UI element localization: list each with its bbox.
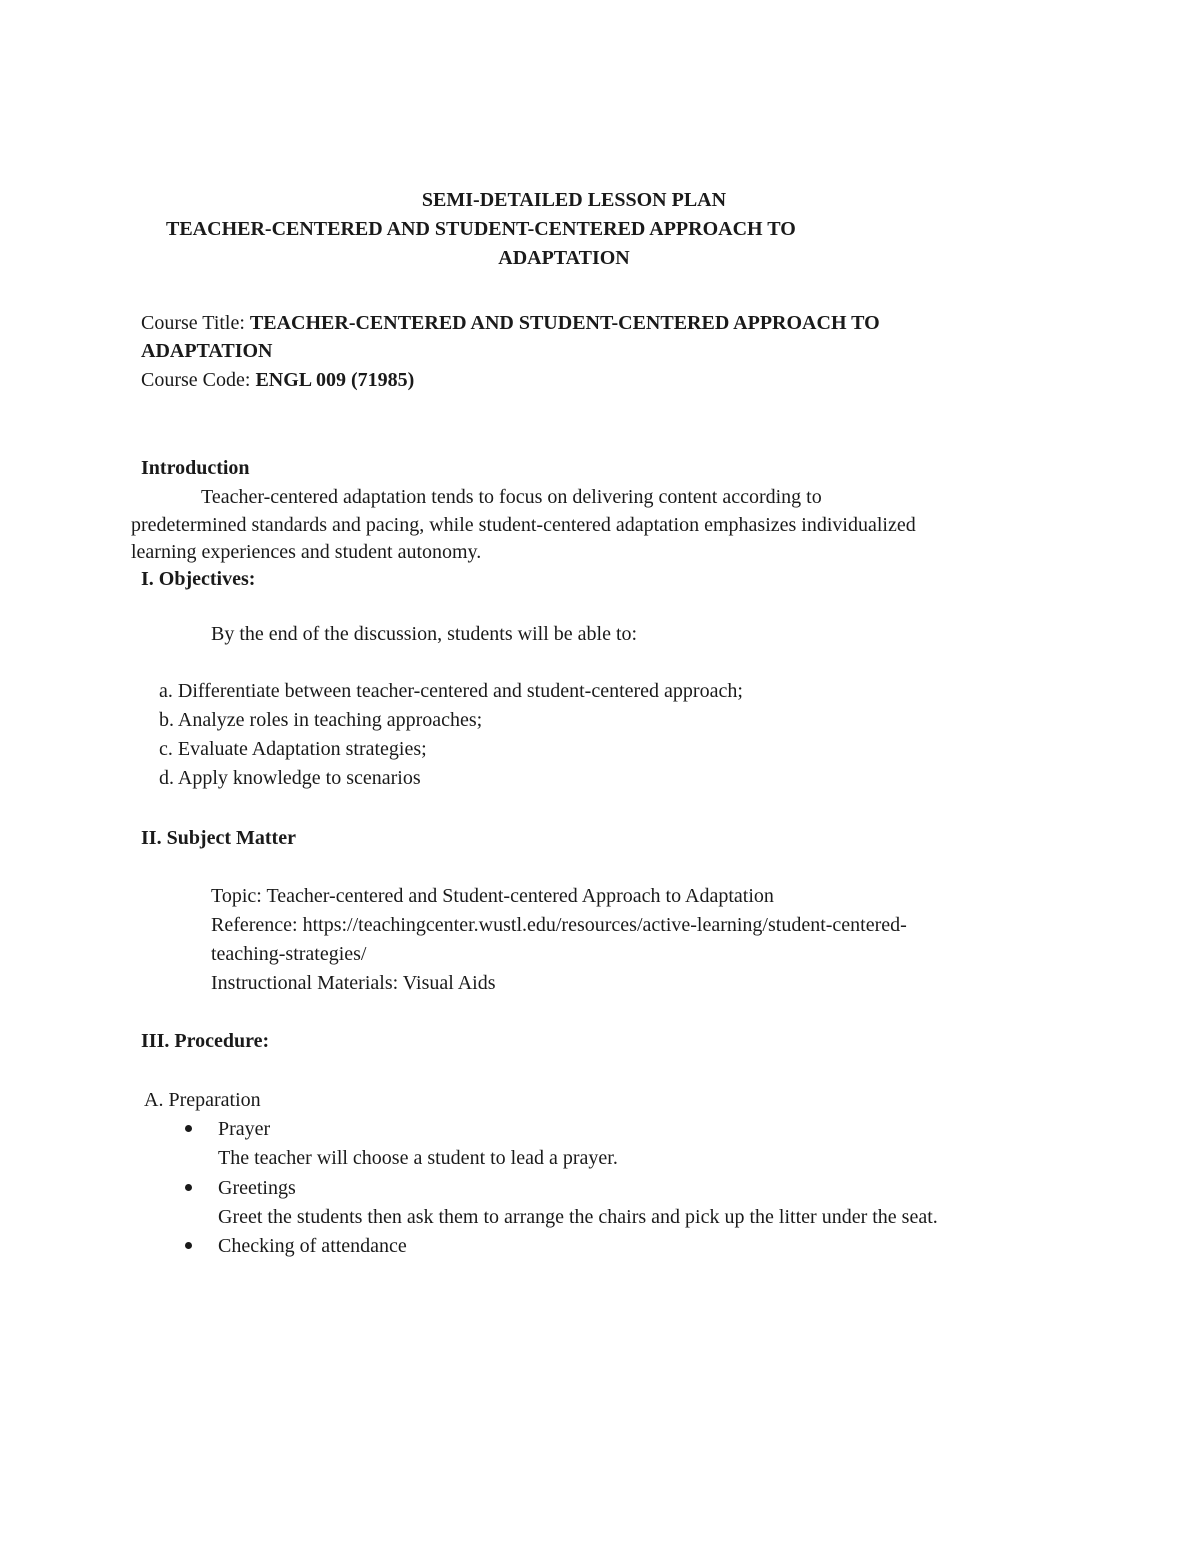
procedure-section-a: A. Preparation bbox=[144, 1089, 261, 1111]
course-title-label: Course Title: bbox=[141, 312, 250, 334]
procedure-bullet-title: Prayer bbox=[218, 1118, 271, 1140]
introduction-line1: Teacher-centered adaptation tends to focus on delivering content according to bbox=[201, 486, 822, 508]
procedure-bullet-detail: Greet the students then ask them to arrange the chairs and pick up the litter under the seat. bbox=[218, 1206, 938, 1228]
objective-item: d. Apply knowledge to scenarios bbox=[159, 767, 421, 789]
procedure-bullet-title: Greetings bbox=[218, 1177, 296, 1199]
procedure-bullet-detail: The teacher will choose a student to lead a prayer. bbox=[218, 1147, 618, 1169]
subject-reference-line1: Reference: https://teachingcenter.wustl.edu/resources/active-learning/student-centered- bbox=[211, 914, 907, 936]
course-code-value: ENGL 009 (71985) bbox=[255, 369, 415, 391]
objective-item: b. Analyze roles in teaching approaches; bbox=[159, 709, 483, 731]
course-title-row bbox=[141, 309, 880, 338]
objective-item: a. Differentiate between teacher-centered and student-centered approach; bbox=[159, 680, 743, 702]
bullet-icon bbox=[185, 1125, 192, 1132]
bullet-icon bbox=[185, 1184, 192, 1191]
course-code-label: Course Code: bbox=[141, 369, 256, 391]
subject-matter-heading: II. Subject Matter bbox=[141, 827, 296, 849]
introduction-line3: learning experiences and student autonomy. bbox=[131, 541, 482, 563]
bullet-icon bbox=[185, 1242, 192, 1249]
document-subtitle-line1: TEACHER-CENTERED AND STUDENT-CENTERED APPROACH TO bbox=[166, 218, 796, 240]
introduction-heading: Introduction bbox=[141, 457, 250, 479]
document-title: SEMI-DETAILED LESSON PLAN bbox=[421, 189, 727, 211]
document-subtitle-line2: ADAPTATION bbox=[498, 247, 630, 269]
subject-reference-line2: teaching-strategies/ bbox=[211, 943, 367, 965]
subject-topic: Topic: Teacher-centered and Student-centered Approach to Adaptation bbox=[211, 885, 774, 907]
subject-materials: Instructional Materials: Visual Aids bbox=[211, 972, 496, 994]
objective-item: c. Evaluate Adaptation strategies; bbox=[159, 738, 427, 760]
objectives-intro: By the end of the discussion, students will be able to: bbox=[211, 623, 638, 645]
course-title-value-cont: ADAPTATION bbox=[141, 340, 273, 362]
course-title-value: TEACHER-CENTERED AND STUDENT-CENTERED APPROACH TO bbox=[249, 312, 880, 334]
procedure-heading: III. Procedure: bbox=[141, 1030, 270, 1052]
introduction-line2: predetermined standards and pacing, while student-centered adaptation emphasizes individualized bbox=[131, 514, 916, 536]
procedure-bullet-title: Checking of attendance bbox=[218, 1235, 407, 1257]
objectives-heading: I. Objectives: bbox=[141, 568, 256, 590]
course-code-row bbox=[141, 366, 414, 395]
